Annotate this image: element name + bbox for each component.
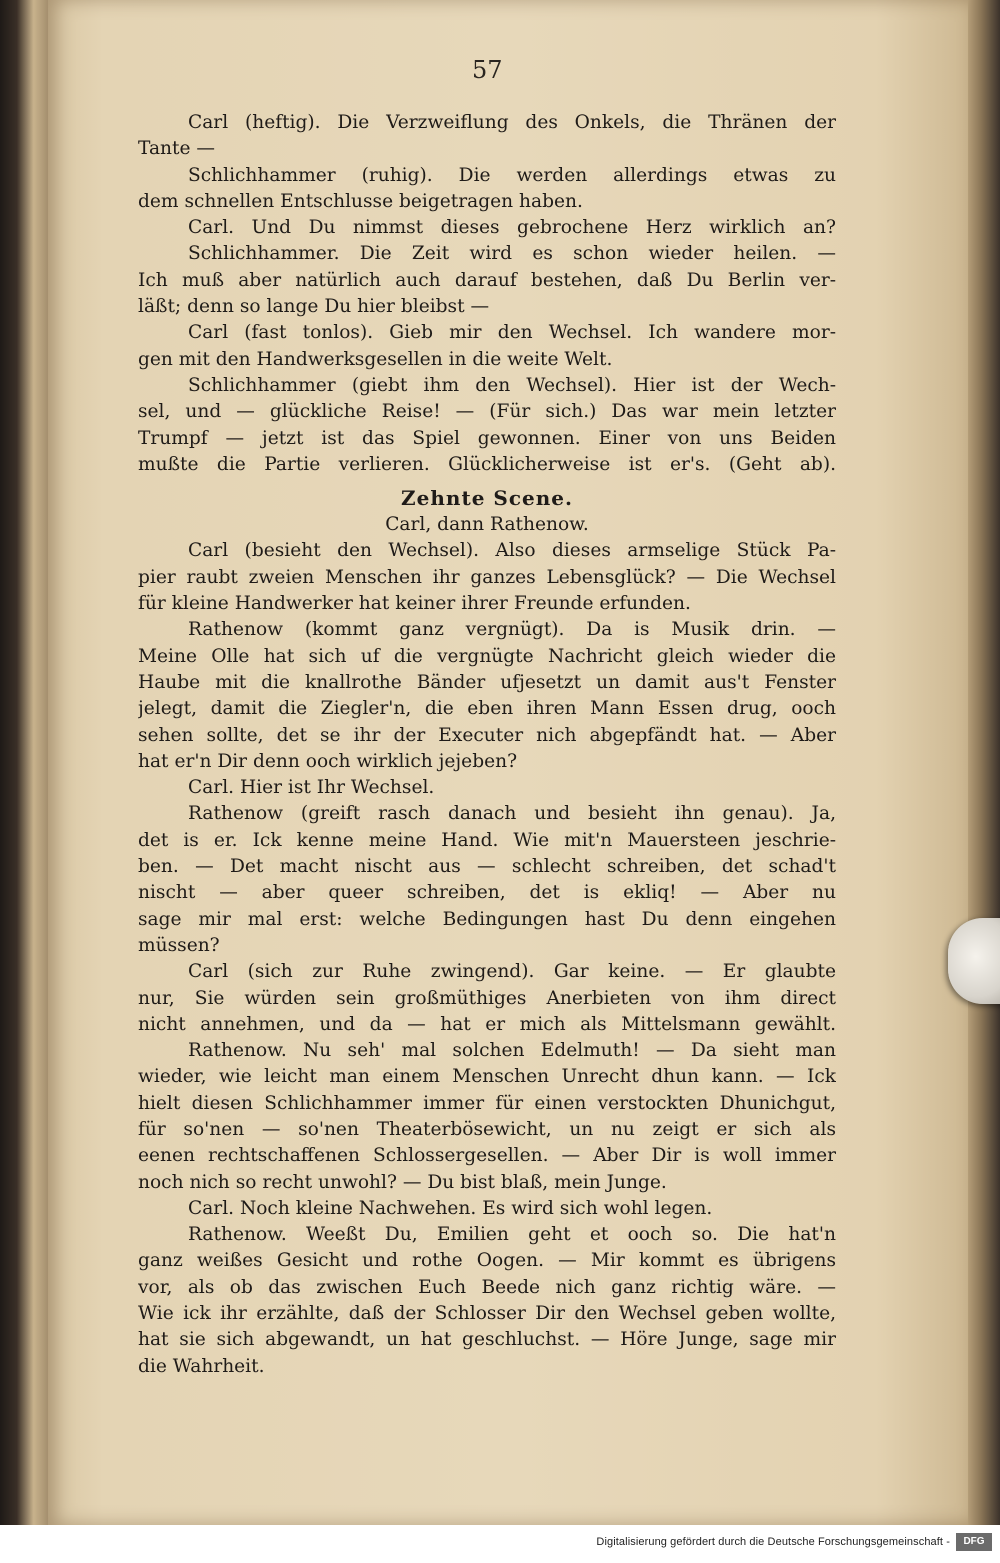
- text-line: nischt — aber queer schreiben, det is ekliq! — Aber nu: [138, 882, 836, 904]
- text-line: noch nich so recht unwohl? — Du bist blaß, mein Junge.: [138, 1171, 667, 1193]
- text-line: Schlichhammer (ruhig). Die werden allerdings etwas zu: [188, 164, 836, 186]
- text-line: sage mir mal erst: welche Bedingungen hast Du denn eingehen: [138, 908, 836, 930]
- text-line: müssen?: [138, 934, 220, 956]
- text-line: Rathenow (kommt ganz vergnügt). Da is Musik drin. —: [188, 619, 836, 641]
- text-line: jelegt, damit die Ziegler'n, die eben ihren Mann Essen drug, ooch: [138, 698, 836, 720]
- text-line: det is er. Ick kenne meine Hand. Wie mit'n Mauersteen jeschrie-: [138, 829, 836, 851]
- text-line: ganz weißes Gesicht und rothe Oogen. — Mir kommt es übrigens: [138, 1250, 836, 1272]
- text-line: hielt diesen Schlichhammer immer für einen verstockten Dhunichgut,: [138, 1092, 836, 1114]
- text-line: Schlichhammer (giebt ihm den Wechsel). Hier ist der Wech-: [188, 374, 836, 396]
- text-line: dem schnellen Entschlusse beigetragen haben.: [138, 190, 583, 212]
- page-number: 57: [472, 56, 503, 84]
- text-line: pier raubt zweien Menschen ihr ganzes Lebensglück? — Die Wechsel: [138, 566, 836, 588]
- text-line: Carl. Und Du nimmst dieses gebrochene Herz wirklich an?: [188, 217, 836, 239]
- text-line: Carl (besieht den Wechsel). Also dieses armselige Stück Pa-: [188, 540, 836, 562]
- text-line: vor, als ob das zwischen Euch Beede nich ganz richtig wäre. —: [138, 1276, 836, 1298]
- text-line: Carl (sich zur Ruhe zwingend). Gar keine. — Er glaubte: [188, 961, 836, 983]
- dfg-logo: DFG: [956, 1533, 992, 1551]
- text-line: sel, und — glückliche Reise! — (Für sich.) Das war mein letzter: [138, 401, 836, 423]
- text-line: Carl (fast tonlos). Gieb mir den Wechsel. Ich wandere mor-: [188, 322, 836, 344]
- text-line: Trumpf — jetzt ist das Spiel gewonnen. Einer von uns Beiden: [138, 427, 836, 449]
- cast-line: Carl, dann Rathenow.: [385, 514, 589, 536]
- text-line: läßt; denn so lange Du hier bleibst —: [138, 296, 490, 318]
- text-line: Carl. Noch kleine Nachwehen. Es wird sich wohl legen.: [188, 1197, 713, 1219]
- footer-bar: [0, 1525, 1000, 1563]
- text-line: mußte die Partie verlieren. Glücklicherweise ist er's. (Geht ab).: [138, 453, 836, 475]
- text-line: gen mit den Handwerksgesellen in die weite Welt.: [138, 348, 613, 370]
- text-line: Rathenow. Weeßt Du, Emilien geht et ooch so. Die hat'n: [188, 1224, 836, 1246]
- text-line: nicht annehmen, und da — hat er mich als Mittelsmann gewählt.: [138, 1013, 836, 1035]
- text-line: Meine Olle hat sich uf die vergnügte Nachricht gleich wieder die: [138, 645, 836, 667]
- page-text: [138, 110, 836, 1380]
- funding-credit: Digitalisierung gefördert durch die Deutsche Forschungsgemeinschaft -: [596, 1536, 950, 1548]
- text-line: Carl (heftig). Die Verzweiflung des Onkels, die Thränen der: [188, 112, 836, 133]
- book-left-edge: [0, 0, 48, 1525]
- text-line: für kleine Handwerker hat keiner ihrer Freunde erfunden.: [138, 593, 691, 615]
- text-line: für so'nen — so'nen Theaterbösewicht, un nu zeigt er sich als: [138, 1118, 836, 1140]
- book-right-edge: [968, 0, 1000, 1525]
- text-line: ben. — Det macht nischt aus — schlecht schreiben, det schad't: [138, 856, 836, 878]
- text-line: Wie ick ihr erzählte, daß der Schlosser Dir den Wechsel geben wollte,: [138, 1303, 836, 1325]
- text-line: Rathenow (greift rasch danach und besieht ihn genau). Ja,: [188, 803, 836, 825]
- text-line: Ich muß aber natürlich auch darauf bestehen, daß Du Berlin ver-: [138, 269, 836, 291]
- text-line: hat sie sich abgewandt, un hat geschluchst. — Höre Junge, sage mir: [138, 1329, 836, 1351]
- text-line: Carl. Hier ist Ihr Wechsel.: [188, 777, 435, 799]
- page-turn-tab[interactable]: [948, 918, 1000, 1004]
- text-line: hat er'n Dir denn ooch wirklich jejeben?: [138, 750, 518, 772]
- text-line: die Wahrheit.: [138, 1355, 265, 1377]
- scene-heading: Zehnte Scene.: [401, 486, 573, 511]
- text-line: Schlichhammer. Die Zeit wird es schon wieder heilen. —: [188, 243, 836, 265]
- text-line: eenen rechtschaffenen Schlossergesellen. — Aber Dir is woll immer: [138, 1145, 836, 1167]
- text-line: Haube mit die knallrothe Bänder ufjesetzt un damit aus't Fenster: [138, 671, 836, 693]
- text-line: nur, Sie würden sein großmüthiges Anerbieten von ihm direct: [138, 987, 836, 1009]
- text-line: Rathenow. Nu seh' mal solchen Edelmuth! — Da sieht man: [188, 1040, 836, 1062]
- text-line: Tante —: [138, 138, 215, 160]
- text-line: sehen sollte, det se ihr der Executer nich abgepfändt hat. — Aber: [138, 724, 836, 746]
- text-line: wieder, wie leicht man einem Menschen Unrecht dhun kann. — Ick: [138, 1066, 836, 1088]
